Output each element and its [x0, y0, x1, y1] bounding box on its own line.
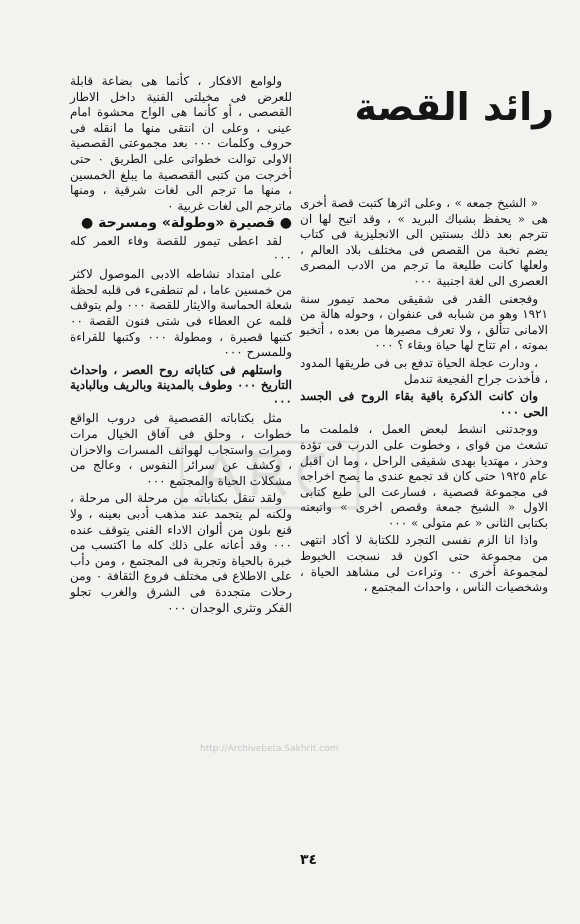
paragraph: ووجدتنى انشط لبعض العمل ، فلملمت ما تشعث من قواى ، وخطوت على الدرب فى تؤدة وحذر ، مهتديا بهدى شقيقى الراحل ، وما ان اقبل عام ١٩٢٥ حتى كان قد تجمع عندى ما يصح اخراجه فى مجموعة قصصية ، فسارعت الى طبع كتابى الاول « الشيخ جمعة وقصص اخرى » واتبعته بكتابى الثانى « عم متولى » ٠٠٠ — [300, 422, 548, 530]
article-title: رائد القصة — [354, 85, 554, 129]
text-column-right — [300, 196, 548, 598]
paragraph: واذا انا الزم نفسى التجرد للكتابة لا أكاد انتهى من مجموعة حتى اكون قد نسجت الخيوط لمجموعة أخرى ٠٠ وتراءت لى مشاهد الحياة ، وشخصيات الناس ، واحداث المجتمع ، — [300, 533, 548, 595]
paragraph: ولوامع الافكار ، كأنما هى بضاعة قابلة للعرض فى مخيلتى الفنية داخل الاطار القصصى ، أو كأنما هى الواح محشوة امام عينى ، وعلى ان انتقى منها ما انقله فى حروف وكلمات ٠٠٠ بعد مجموعتى القصصية الاولى توالت خطواتى على الطريق ٠ حتى أخرجت من كتبى القصصية ما يبلغ الخمسين ، منها ما ترجم الى لغات شرقية ، ومنها ماترجم الى لغات غربية ٠ — [70, 74, 293, 213]
paragraph: مثل بكتاباته القصصية فى دروب الواقع خطوات ، وحلق فى آفاق الخيال مرات ومرات واستجاب لهواتف المسرات والاحزان ، وكشف عن سرائر النفوس ، وعالج من مشكلات الحياة والمجتمع ٠٠٠ — [70, 411, 292, 488]
text-column-left — [70, 74, 292, 618]
paragraph: ولقد تنقل بكتاباته من مرحلة الى مرحلة ، ولكنه لم يتجمد عند مذهب أدبى بعينه ، ولا قنع بلون من ألوان الاداء الفنى يتوقف عنده ٠٠٠ وقد أعانه على ذلك كله ما اكتسب من خبرة بالحياة وتجربة فى المجتمع ، ومن دأب على الاطلاع فى مختلف فروع الثقافة ٠ ومن رحلات متجددة فى الشرق والغرب تجلو الفكر وتثرى الوجدان ٠٠٠ — [70, 491, 292, 615]
paragraph: وفجعنى القدر فى شقيقى محمد تيمور سنة ١٩٢١ وهو من شبابه فى عنفوان ، وحوله هالة من الامانى تتألق ، ولا تعرف مصيرها من بعده ، أتخبو بموته ، ام تتاح لها حياة وبقاء ؟ ٠٠٠ — [300, 291, 548, 353]
section-subheading: ● قصيرة «وطولة» ومسرحة ● — [81, 215, 292, 232]
section-subheading-text: قصيرة «وطولة» ومسرحة — [98, 215, 275, 232]
paragraph: ، ودارت عجلة الحياة تدفع بى فى طريقها المدود ، فأخذت جراح الفجيعة تندمل — [300, 355, 548, 386]
paragraph: وان كانت الذكرة باقية بقاء الروح فى الجسد الحى ٠٠٠ — [300, 389, 548, 419]
paragraph: لقد اعطى تيمور للقصة وفاء العمر كله ٠٠٠ — [70, 233, 292, 264]
watermark-url: http://Archivebeta.Sakhrit.com — [200, 744, 339, 754]
paragraph: واستلهم فى كتاباته روح العصر ، واحداث التاريخ ٠٠٠ وطوف بالمدينة وبالريف وبالبادية ٠٠٠ — [70, 362, 293, 408]
paragraph: « الشيخ جمعه » ، وعلى اثرها كتبت قصة أخرى هى « يحفظ بشباك البريد » ، وقد اتيح لها ان تترجم بعد ذلك بسنتين الى الانجليزية فى كتاب يضم نخبة من القصص فى مختلف بلاد العالم ، ولعلها كانت طليعة ما ترجم من الادب المصرى العصرى الى لغة اجنبية ٠٠٠ — [300, 196, 548, 288]
page-number: ٣٤ — [300, 852, 318, 868]
paragraph: على امتداد نشاطه الادبى الموصول لاكثر من خمسين عاما ، لم تنطفىء فى قلبه لحظة شعلة الحماسة والايثار للقصة ٠٠٠ ولم يتوقف قلمه عن العطاء فى شتى فنون القصة ٠٠ كتبها قصيرة ، ومطولة ٠٠٠ وكتبها للقراءة وللمسرح ٠٠٠ — [69, 267, 292, 360]
